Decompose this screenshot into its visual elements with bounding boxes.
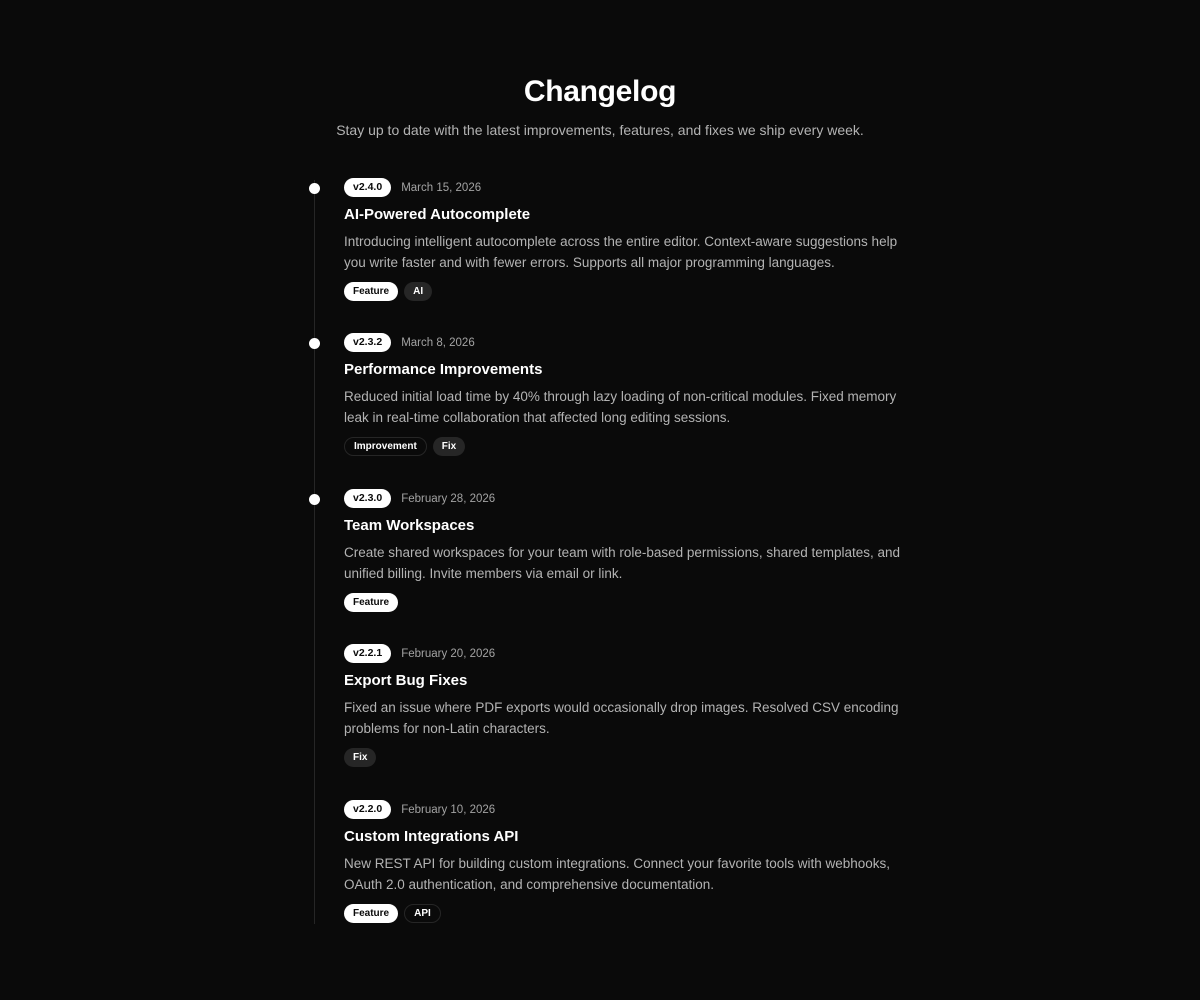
entry-tags [344, 904, 447, 923]
page-subtitle: Stay up to date with the latest improvements, features, and fixes we ship every week. [336, 122, 864, 138]
entry-tags [344, 437, 471, 456]
tag-fix[interactable]: Fix [344, 748, 376, 767]
tag-improvement[interactable]: Improvement [344, 437, 427, 456]
version-badge: v2.3.2 [344, 333, 391, 352]
entry-description: New REST API for building custom integrations. Connect your favorite tools with webhooks, OAuth 2.0 authentication, and comprehensive documentation. [344, 856, 891, 892]
entry-tags [344, 593, 404, 612]
timeline-dot [309, 183, 320, 194]
tag-feature[interactable]: Feature [344, 904, 398, 923]
entry-date: March 15, 2026 [401, 181, 482, 194]
entry-tags [344, 282, 438, 301]
entry-title: Performance Improvements [344, 361, 543, 378]
entry-meta [344, 178, 481, 197]
entry-tags [344, 748, 382, 767]
entry-description: Reduced initial load time by 40% through lazy loading of non-critical modules. Fixed memory leak in real-time collaboration that affected long editing sessions. [344, 389, 897, 425]
entry-meta [344, 489, 495, 508]
tag-feature[interactable]: Feature [344, 282, 398, 301]
entry-description: Fixed an issue where PDF exports would occasionally drop images. Resolved CSV encoding problems for non-Latin characters. [344, 700, 899, 736]
entry-title: Team Workspaces [344, 517, 475, 534]
timeline-dot [309, 338, 320, 349]
entry-meta [344, 800, 495, 819]
version-badge: v2.2.0 [344, 800, 391, 819]
entry-date: February 10, 2026 [401, 803, 496, 816]
page-title: Changelog [523, 75, 677, 108]
tag-ai[interactable]: AI [404, 282, 432, 301]
entry-description: Create shared workspaces for your team with role-based permissions, shared templates, and unified billing. Invite members via email or link. [344, 545, 901, 581]
version-badge: v2.3.0 [344, 489, 391, 508]
entry-meta [344, 644, 495, 663]
tag-fix[interactable]: Fix [433, 437, 465, 456]
tag-api[interactable]: API [404, 904, 441, 923]
entry-title: Custom Integrations API [344, 828, 519, 845]
timeline-dot [309, 494, 320, 505]
entry-title: Export Bug Fixes [344, 672, 468, 689]
entry-date: February 28, 2026 [401, 492, 496, 505]
version-badge: v2.4.0 [344, 178, 391, 197]
entry-date: February 20, 2026 [401, 647, 496, 660]
timeline-line [314, 180, 315, 924]
changelog-timeline [300, 172, 920, 924]
entry-title: AI-Powered Autocomplete [344, 206, 531, 223]
version-badge: v2.2.1 [344, 644, 391, 663]
entry-date: March 8, 2026 [401, 336, 475, 349]
entry-description: Introducing intelligent autocomplete across the entire editor. Context-aware suggestions help you write faster and with fewer errors. Supports all major programming languages. [344, 234, 898, 270]
tag-feature[interactable]: Feature [344, 593, 398, 612]
entry-meta [344, 333, 475, 352]
